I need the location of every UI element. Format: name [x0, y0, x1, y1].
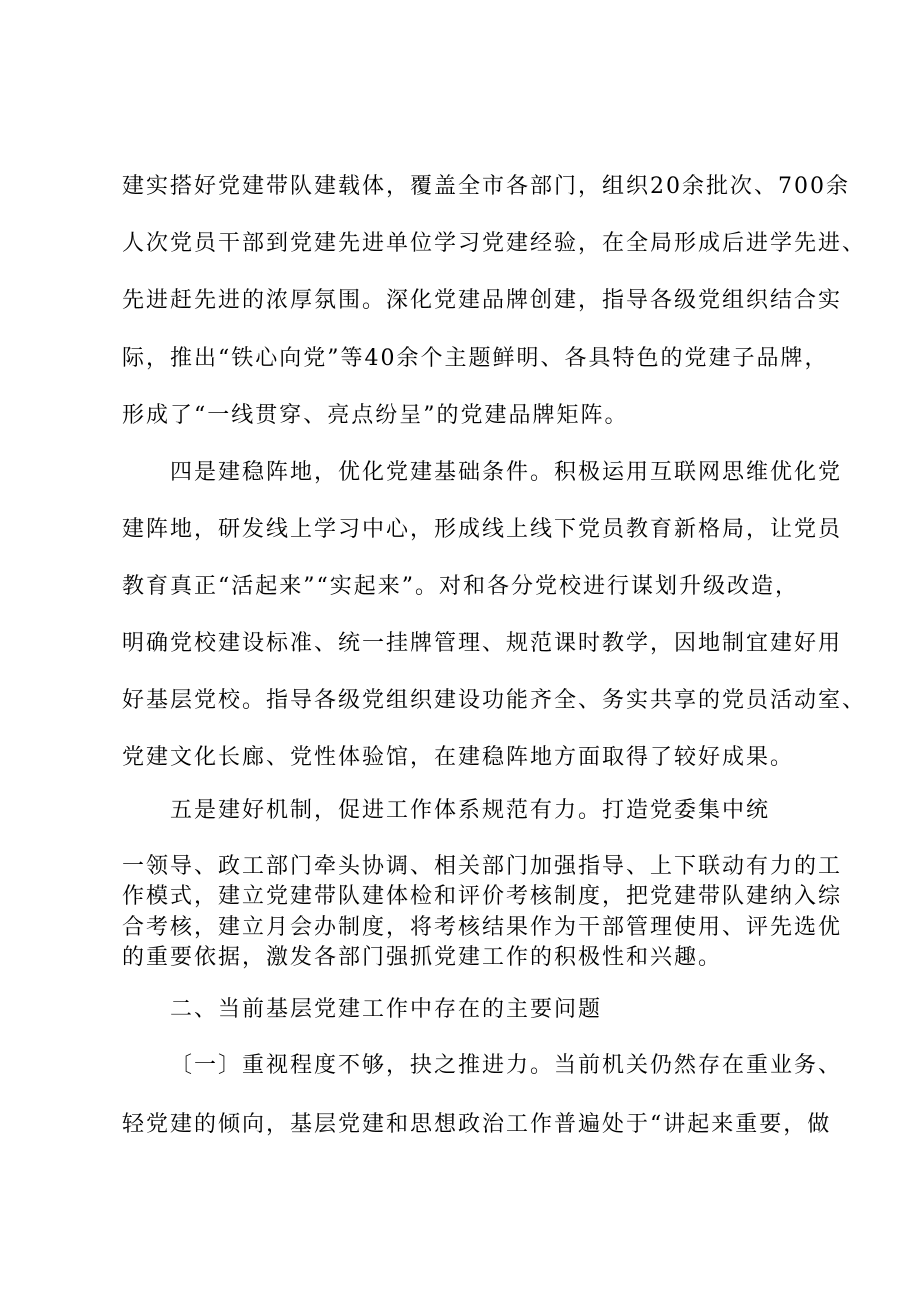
paragraph-line: 作模式，建立党建带队建体检和评价考核制度，把党建带队建纳入综 [122, 884, 843, 909]
paragraph-line: 轻党建的倾向，基层党建和思想政治工作普遍处于“讲起来重要，做 [122, 1112, 832, 1137]
paragraph-line: 党建文化长廊、党性体验馆，在建稳阵地方面取得了较好成果。 [122, 745, 795, 770]
paragraph-line: 合考核，建立月会办制度，将考核结果作为干部管理使用、评先选优 [122, 915, 843, 940]
paragraph-line: 的重要依据，激发各部门强抓党建工作的积极性和兴趣。 [122, 945, 723, 970]
paragraph-line: 先进赶先进的浓厚氛围。深化党建品牌创建，指导各级党组织结合实 [122, 288, 843, 313]
paragraph-line: 形成了“一线贯穿、亮点纷呈”的党建品牌矩阵。 [122, 403, 629, 428]
paragraph-line: 〔一〕重视程度不够，抉之推进力。当前机关仍然存在重业务、 [170, 1053, 843, 1078]
paragraph-line: 建阵地，研发线上学习中心，形成线上线下党员教育新格局，让党员 [122, 517, 843, 542]
paragraph-line: 一领导、政工部门牵头协调、相关部门加强指导、上下联动有力的工 [122, 854, 843, 879]
paragraph-line: 人次党员干部到党建先进单位学习党建经验，在全局形成后进学先进、 [122, 231, 867, 256]
section-heading: 二、当前基层党建工作中存在的主要问题 [170, 997, 603, 1022]
paragraph-line: 教育真正“活起来”“实起来”。对和各分党校进行谋划升级改造， [122, 574, 799, 599]
paragraph-line: 际，推出“铁心向党”等40余个主题鲜明、各具特色的党建子品牌， [122, 346, 829, 371]
paragraph-line: 四是建稳阵地，优化党建基础条件。积极运用互联网思维优化党 [170, 460, 843, 485]
paragraph-line: 五是建好机制，促进工作体系规范有力。打造党委集中统 [170, 798, 771, 823]
paragraph-line: 明确党校建设标准、统一挂牌管理、规范课时教学，因地制宜建好用 [122, 631, 843, 656]
paragraph-line: 建实搭好党建带队建载体，覆盖全市各部门，组织20余批次、700余 [122, 174, 850, 199]
paragraph-line: 好基层党校。指导各级党组织建设功能齐全、务实共享的党员活动室、 [122, 688, 867, 713]
